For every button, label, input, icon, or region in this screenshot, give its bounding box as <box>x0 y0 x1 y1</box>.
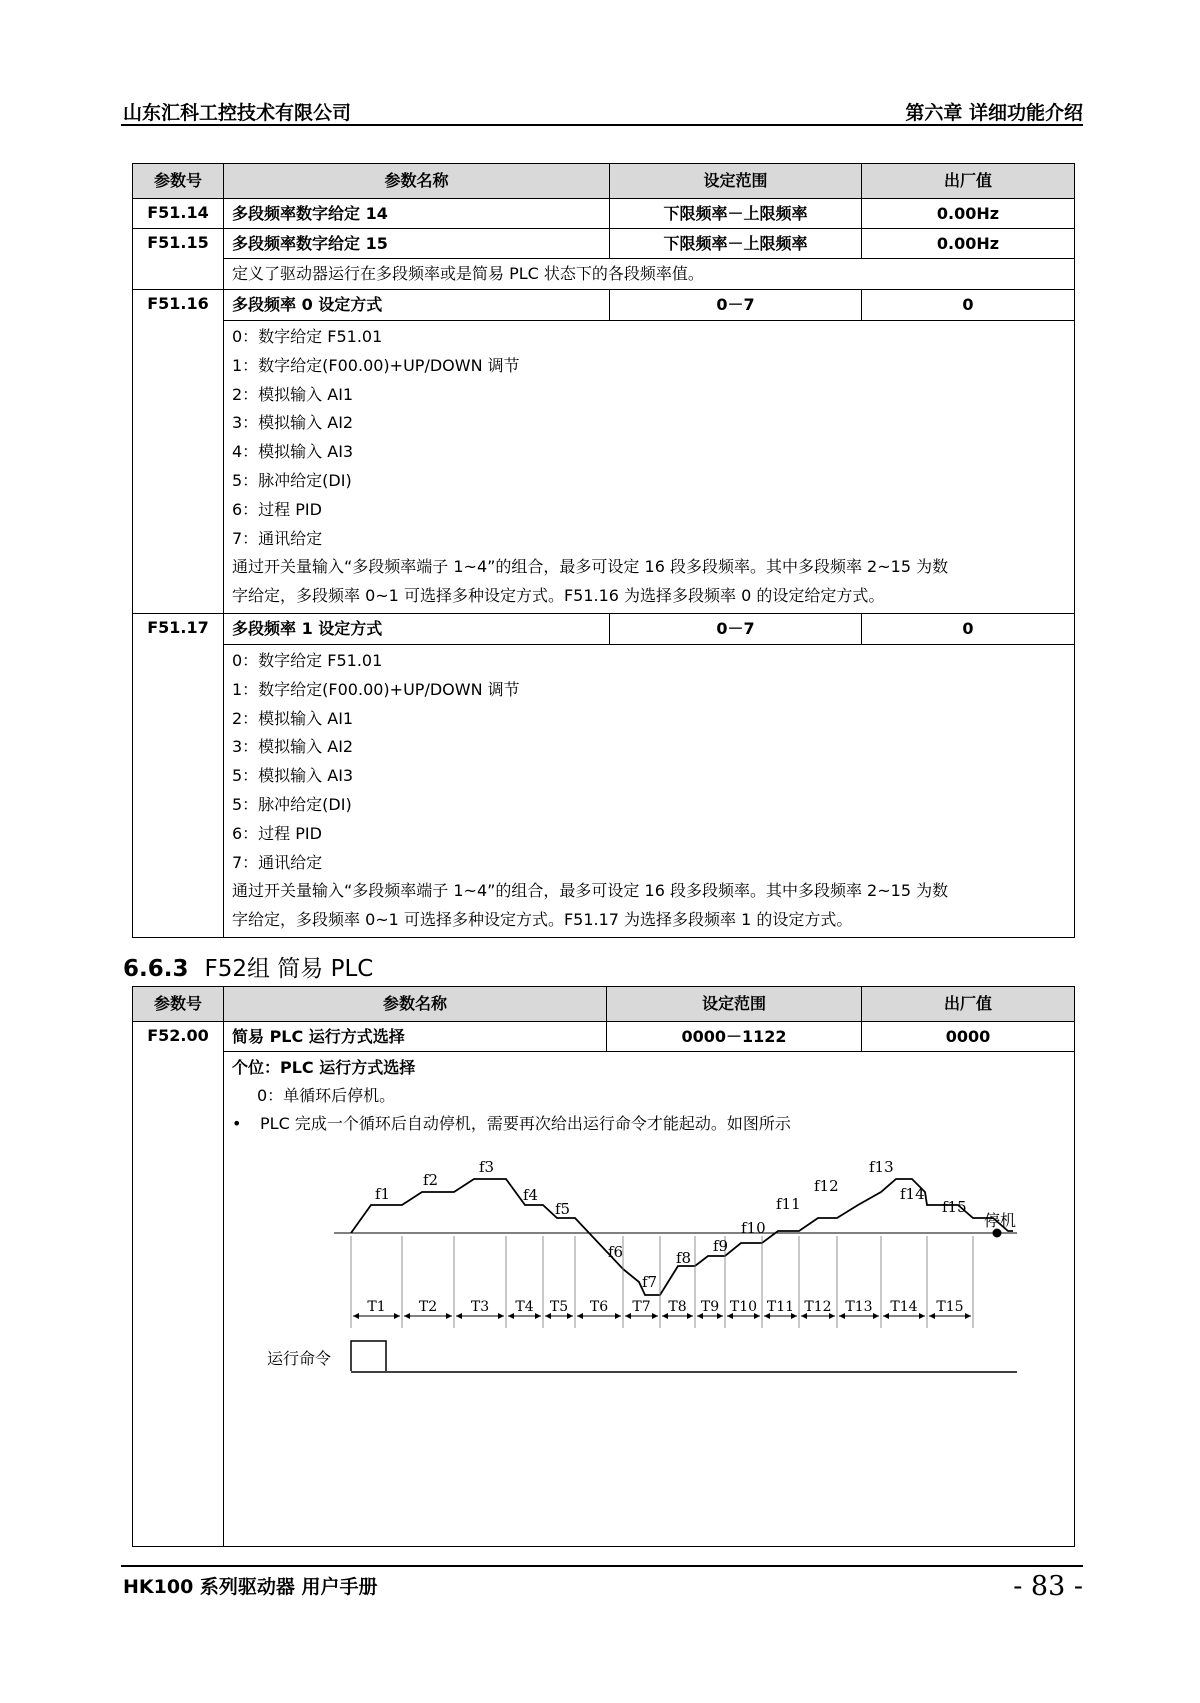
frequency-label: f12 <box>814 1177 839 1195</box>
arrow-head-left <box>404 1313 410 1319</box>
table-row <box>133 290 1075 321</box>
bullet-line <box>232 1110 1066 1138</box>
time-label: T7 <box>632 1299 651 1315</box>
frequency-label: f10 <box>741 1219 766 1237</box>
frequency-label: f8 <box>676 1249 692 1267</box>
note-line: 通过开关量输入“多段频率端子 1~4”的组合，最多可设定 16 段多段频率。其中多段频率 2~15 为数 <box>232 557 949 577</box>
footer-manual: HK100 系列驱动器 用户手册 <box>123 1576 378 1598</box>
frequency-label: f5 <box>555 1200 571 1218</box>
section-number: 6.6.3 <box>123 956 189 982</box>
header-chapter: 第六章 详细功能介绍 <box>905 102 1083 124</box>
option-item: 5：脉冲给定(DI) <box>232 470 352 490</box>
frequency-label: f7 <box>642 1273 658 1291</box>
arrow-head-left <box>883 1313 889 1319</box>
arrow-head-left <box>929 1313 935 1319</box>
header-param-no: 参数号 <box>133 987 224 1022</box>
param-detail <box>224 1052 1075 1547</box>
time-label: T8 <box>668 1299 687 1315</box>
table-row <box>133 1022 1075 1052</box>
param-range: 0－7 <box>610 613 862 644</box>
table-row <box>133 1052 1075 1547</box>
header-range: 设定范围 <box>610 164 862 199</box>
param-range: 0－7 <box>610 290 862 321</box>
param-range: 0000－1122 <box>607 1022 862 1052</box>
stop-label: 停机 <box>984 1211 1017 1230</box>
frequency-label: f13 <box>869 1158 894 1176</box>
frequency-label: f2 <box>423 1171 439 1189</box>
frequency-label: f11 <box>776 1195 801 1213</box>
time-label: T1 <box>367 1299 386 1315</box>
frequency-label: f6 <box>608 1243 624 1261</box>
time-label: T3 <box>470 1299 490 1315</box>
param-id: F52.00 <box>133 1022 224 1547</box>
arrow-head-right <box>535 1313 541 1319</box>
frequency-label: f14 <box>900 1185 925 1203</box>
param-range: 下限频率－上限频率 <box>610 229 862 259</box>
arrow-head-right <box>965 1313 971 1319</box>
header-param-no: 参数号 <box>133 164 224 199</box>
arrow-head-left <box>577 1313 583 1319</box>
param-id: F51.17 <box>133 613 224 937</box>
frequency-label: f3 <box>479 1158 495 1176</box>
header-default: 出厂值 <box>862 987 1075 1022</box>
note-line: 通过开关量输入“多段频率端子 1~4”的组合，最多可设定 16 段多段频率。其中多段频率 2~15 为数 <box>232 881 949 901</box>
option-item: 2：模拟输入 AI1 <box>232 708 354 728</box>
param-range: 下限频率－上限频率 <box>610 199 862 229</box>
header-param-name: 参数名称 <box>224 987 607 1022</box>
table-header-row <box>133 164 1075 199</box>
table-row <box>133 229 1075 259</box>
arrow-head-left <box>456 1313 462 1319</box>
option-item: 4：模拟输入 AI3 <box>232 442 354 462</box>
run-command-pulse <box>351 1341 386 1371</box>
note-line: 字给定，多段频率 0~1 可选择多种设定方式。F51.17 为选择多段频率 1 的设定方式。 <box>232 910 853 930</box>
arrow-head-right <box>687 1313 693 1319</box>
frequency-label: f9 <box>713 1237 729 1255</box>
option-item: 7：通讯给定 <box>232 528 323 548</box>
param-options <box>224 321 1075 614</box>
option-item: 0：数字给定 F51.01 <box>232 650 383 670</box>
table-header-row <box>133 987 1075 1022</box>
param-default: 0.00Hz <box>862 199 1075 229</box>
param-name: 多段频率数字给定 15 <box>224 229 610 259</box>
header-company: 山东汇科工控技术有限公司 <box>123 102 352 124</box>
param-table-f52 <box>132 986 1075 1547</box>
arrow-head-right <box>394 1313 400 1319</box>
table-row <box>133 644 1075 937</box>
option-item: 5：模拟输入 AI3 <box>232 766 354 786</box>
arrow-head-left <box>625 1313 631 1319</box>
option-item: 1：数字给定(F00.00)+UP/DOWN 调节 <box>232 679 520 699</box>
header-range: 设定范围 <box>607 987 862 1022</box>
param-name: 简易 PLC 运行方式选择 <box>224 1022 607 1052</box>
param-options <box>224 644 1075 937</box>
option-item: 3：模拟输入 AI2 <box>232 413 354 433</box>
option-item: 5：脉冲给定(DI) <box>232 794 352 814</box>
param-name: 多段频率 1 设定方式 <box>224 613 610 644</box>
arrow-head-right <box>446 1313 452 1319</box>
option-item: 6：过程 PID <box>232 499 322 519</box>
param-name: 多段频率 0 设定方式 <box>224 290 610 321</box>
time-label: T11 <box>766 1299 795 1315</box>
header-rule <box>121 124 1083 126</box>
arrow-head-left <box>839 1313 845 1319</box>
arrow-head-right <box>919 1313 925 1319</box>
time-label: T9 <box>700 1299 720 1315</box>
arrow-head-left <box>662 1313 668 1319</box>
param-table-f51 <box>132 163 1075 938</box>
param-default: 0000 <box>862 1022 1075 1052</box>
time-label: T4 <box>515 1299 534 1315</box>
param-description: 定义了驱动器运行在多段频率或是简易 PLC 状态下的各段频率值。 <box>224 259 1075 290</box>
time-label: T15 <box>936 1299 964 1315</box>
section-title <box>123 950 373 983</box>
arrow-head-right <box>615 1313 621 1319</box>
frequency-label: f4 <box>523 1186 539 1204</box>
option-item: 6：过程 PID <box>232 823 322 843</box>
bullet-icon: • <box>232 1114 242 1133</box>
table-row <box>133 613 1075 644</box>
arrow-head-right <box>498 1313 504 1319</box>
sub-title: 个位：PLC 运行方式选择 <box>232 1058 416 1077</box>
time-label: T6 <box>589 1299 609 1315</box>
header-param-name: 参数名称 <box>224 164 610 199</box>
time-label: T2 <box>418 1299 438 1315</box>
time-label: T5 <box>549 1299 569 1315</box>
option-item: 3：模拟输入 AI2 <box>232 737 354 757</box>
frequency-label: f1 <box>375 1185 391 1203</box>
param-id: F51.16 <box>133 290 224 614</box>
frequency-label: f15 <box>942 1198 967 1216</box>
section-name: F52组 简易 PLC <box>204 956 374 982</box>
bullet-text: PLC 完成一个循环后自动停机，需要再次给出运行命令才能起动。如图所示 <box>260 1114 791 1133</box>
sub-option: 0：单循环后停机。 <box>257 1086 396 1105</box>
time-label: T14 <box>890 1299 918 1315</box>
param-name: 多段频率数字给定 14 <box>224 199 610 229</box>
option-item: 1：数字给定(F00.00)+UP/DOWN 调节 <box>232 355 520 375</box>
time-label: T10 <box>729 1299 758 1315</box>
page-number: - 83 - <box>1013 1571 1083 1602</box>
arrow-head-left <box>353 1313 359 1319</box>
run-command-label: 运行命令 <box>267 1349 332 1368</box>
param-id: F51.14 <box>133 199 224 229</box>
arrow-head-right <box>873 1313 879 1319</box>
option-item: 2：模拟输入 AI1 <box>232 384 354 404</box>
param-default: 0 <box>862 290 1075 321</box>
header-default: 出厂值 <box>862 164 1075 199</box>
footer-rule <box>121 1565 1083 1567</box>
param-id: F51.15 <box>133 229 224 290</box>
param-default: 0.00Hz <box>862 229 1075 259</box>
plc-diagram <box>234 1154 1017 1394</box>
note-line: 字给定，多段频率 0~1 可选择多种设定方式。F51.16 为选择多段频率 0 的设定给定方式。 <box>232 586 885 606</box>
time-label: T13 <box>845 1299 873 1315</box>
option-item: 0：数字给定 F51.01 <box>232 327 383 346</box>
arrow-head-right <box>652 1313 658 1319</box>
table-row <box>133 199 1075 229</box>
time-label: T12 <box>804 1299 832 1315</box>
arrow-head-left <box>508 1313 514 1319</box>
table-row <box>133 321 1075 614</box>
param-default: 0 <box>862 613 1075 644</box>
table-row <box>133 259 1075 290</box>
option-item: 7：通讯给定 <box>232 852 323 872</box>
